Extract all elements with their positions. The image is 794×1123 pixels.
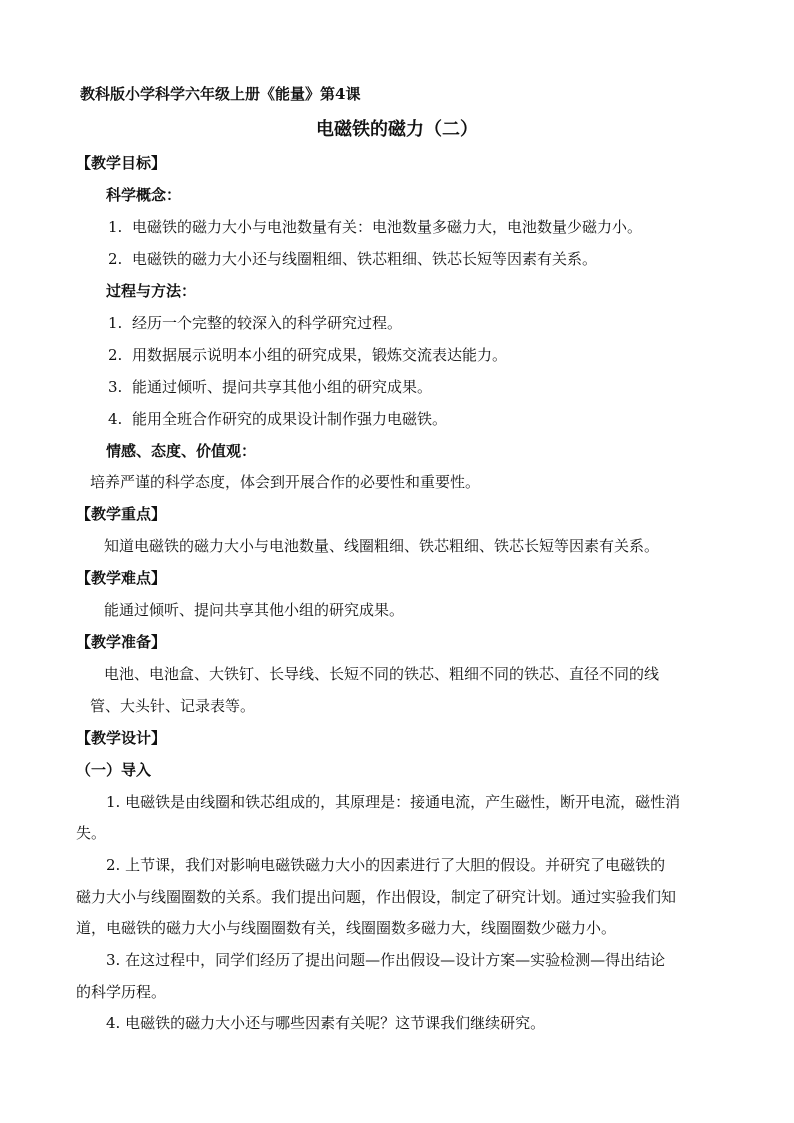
- process-item: 1. 经历一个完整的较深入的科学研究过程。: [108, 314, 403, 332]
- paragraph-line: 道，电磁铁的磁力大小与线圈圈数有关，线圈圈数多磁力大，线圈圈数少磁力小。: [76, 919, 617, 937]
- paragraph-line: 3. 在这过程中，同学们经历了提出问题—作出假设—设计方案—实验检测—得出结论: [106, 951, 666, 969]
- paragraph-line: 1. 电磁铁是由线圈和铁芯组成的，其原理是：接通电流，产生磁性，断开电流，磁性消: [106, 793, 681, 811]
- paragraph-line: 磁力大小与线圈圈数的关系。我们提出问题，作出假设，制定了研究计划。通过实验我们知: [76, 888, 677, 906]
- paragraph-line: 失。: [76, 824, 107, 842]
- document-header: 教科版小学科学六年级上册《能量》第4课: [80, 85, 361, 103]
- paragraph-line: 2. 上节课，我们对影响电磁铁磁力大小的因素进行了大胆的假设。并研究了电磁铁的: [106, 856, 666, 874]
- attitude-text: 培养严谨的科学态度，体会到开展合作的必要性和重要性。: [90, 473, 481, 491]
- concept-item: 1. 电磁铁的磁力大小与电池数量有关：电池数量多磁力大，电池数量少磁力小。: [108, 218, 643, 236]
- document-title: 电磁铁的磁力（二）: [316, 119, 478, 140]
- concepts-heading: 科学概念：: [106, 186, 182, 204]
- process-heading: 过程与方法：: [106, 282, 197, 300]
- preparation-heading: 【教学准备】: [76, 633, 167, 651]
- concept-item: 2. 电磁铁的磁力大小还与线圈粗细、铁芯粗细、铁芯长短等因素有关系。: [108, 250, 598, 268]
- difficulty-text: 能通过倾听、提问共享其他小组的研究成果。: [104, 601, 405, 619]
- process-item: 2. 用数据展示说明本小组的研究成果，锻炼交流表达能力。: [108, 346, 508, 364]
- key-point-text: 知道电磁铁的磁力大小与电池数量、线圈粗细、铁芯粗细、铁芯长短等因素有关系。: [104, 537, 660, 555]
- preparation-line: 管、大头针、记录表等。: [90, 697, 256, 715]
- key-point-heading: 【教学重点】: [76, 505, 167, 523]
- attitude-heading: 情感、态度、价值观：: [106, 442, 257, 460]
- design-heading: 【教学设计】: [76, 729, 167, 747]
- paragraph-line: 的科学历程。: [76, 983, 167, 1001]
- process-item: 4. 能用全班合作研究的成果设计制作强力电磁铁。: [108, 410, 448, 428]
- process-item: 3. 能通过倾听、提问共享其他小组的研究成果。: [108, 378, 433, 396]
- difficulty-heading: 【教学难点】: [76, 569, 167, 587]
- goals-heading: 【教学目标】: [76, 154, 167, 172]
- paragraph-line: 4. 电磁铁的磁力大小还与哪些因素有关呢？这节课我们继续研究。: [106, 1014, 546, 1032]
- section-heading: （一）导入: [76, 761, 152, 779]
- preparation-line: 电池、电池盒、大铁钉、长导线、长短不同的铁芯、粗细不同的铁芯、直径不同的线: [104, 665, 660, 683]
